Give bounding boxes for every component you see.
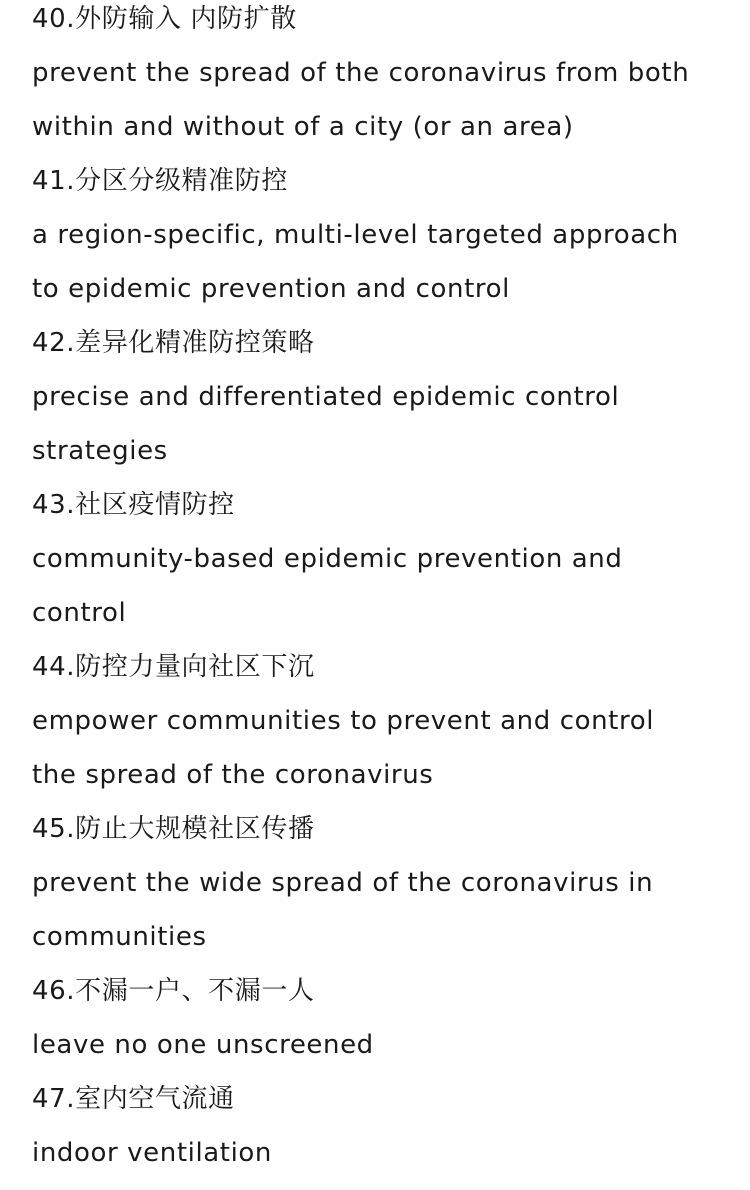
entry-41-heading: 41.分区分级精准防控 — [32, 166, 288, 196]
entry-44-translation-line-1: empower communities to prevent and control — [32, 706, 655, 736]
entry-45-heading: 45.防止大规模社区传播 — [32, 814, 315, 844]
entry-47-heading: 47.室内空气流通 — [32, 1084, 235, 1114]
entry-45-translation-line-2: communities — [32, 922, 207, 952]
entry-42-translation-line-2: strategies — [32, 436, 168, 466]
glossary-document — [32, 0, 732, 1180]
entry-40-heading: 40.外防输入 内防扩散 — [32, 4, 297, 34]
entry-41-translation-line-1: a region-specific, multi-level targeted approach — [32, 220, 679, 250]
entry-43-heading: 43.社区疫情防控 — [32, 490, 235, 520]
entry-46-heading: 46.不漏一户、不漏一人 — [32, 976, 315, 1006]
entry-41-translation-line-2: to epidemic prevention and control — [32, 274, 510, 304]
entry-44-heading: 44.防控力量向社区下沉 — [32, 652, 315, 682]
entry-40-translation-line-2: within and without of a city (or an area) — [32, 112, 574, 142]
entry-44-translation-line-2: the spread of the coronavirus — [32, 760, 434, 790]
entry-45-translation-line-1: prevent the wide spread of the coronavirus in — [32, 868, 654, 898]
entry-42-translation-line-1: precise and differentiated epidemic control — [32, 382, 620, 412]
entry-43-translation-line-1: community-based epidemic prevention and — [32, 544, 623, 574]
entry-43-translation-line-2: control — [32, 598, 127, 628]
entry-47-translation-line-1: indoor ventilation — [32, 1138, 273, 1168]
entry-42-heading: 42.差异化精准防控策略 — [32, 328, 315, 358]
entry-40-translation-line-1: prevent the spread of the coronavirus from both — [32, 58, 690, 88]
entry-46-translation-line-1: leave no one unscreened — [32, 1030, 374, 1060]
